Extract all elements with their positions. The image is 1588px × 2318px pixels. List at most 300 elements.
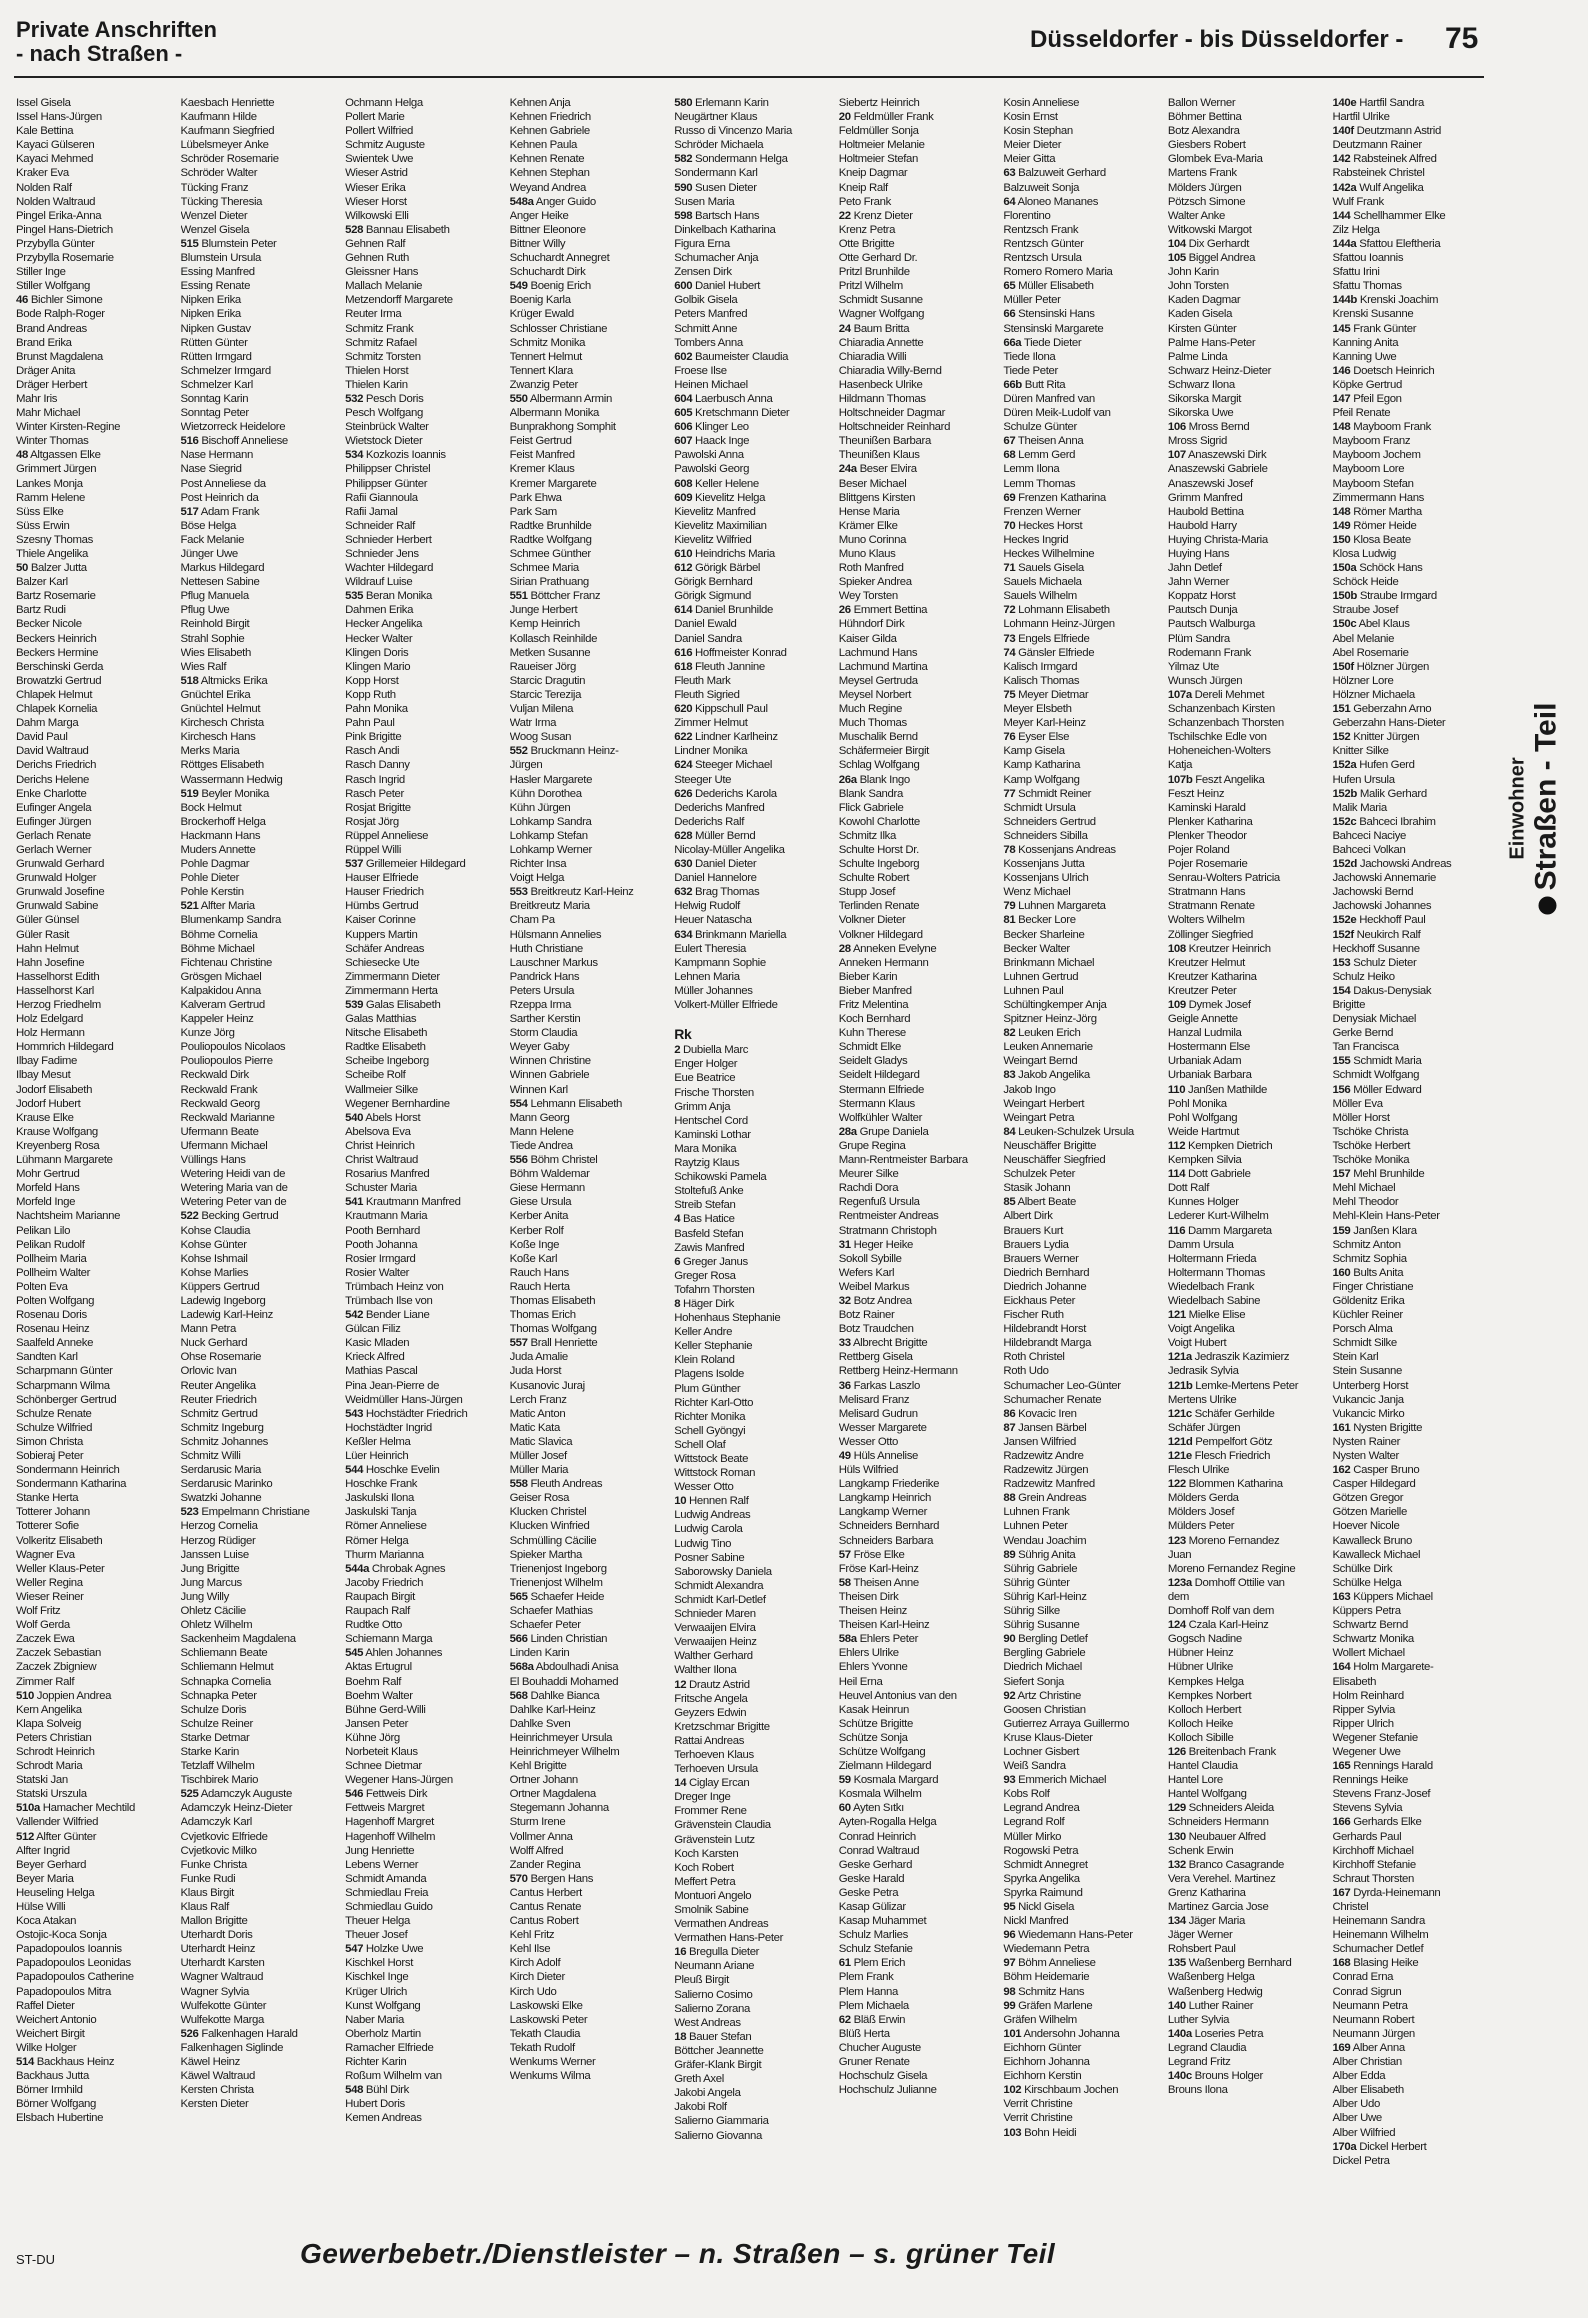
address-entry [1168, 124, 1327, 138]
address-entry [510, 1068, 669, 1082]
resident-name: Cvjetkovic Elfriede [180, 1830, 268, 1843]
resident-name: Schrodt Heinrich [16, 1745, 95, 1758]
resident-name: Alber Elisabeth [1332, 2084, 1404, 2097]
resident-name: Chiaradia Willi [838, 350, 907, 363]
resident-name: Elisabeth [1332, 1675, 1377, 1688]
address-entry [1168, 1209, 1327, 1223]
house-number: 539 [345, 999, 364, 1011]
house-number: 540 [345, 1111, 364, 1124]
resident-name: Roth Manfred [838, 562, 904, 575]
resident-name: Tiede Ilona [1003, 350, 1056, 363]
house-number: 36 [838, 1379, 851, 1392]
address-entry [345, 209, 504, 223]
resident-name: Gutierrez Arraya Guillermo [1003, 1717, 1130, 1730]
resident-name: Stermann Klaus [838, 1097, 915, 1110]
address-entry [16, 801, 175, 815]
address-entry [16, 1830, 175, 1844]
address-entry [674, 998, 833, 1012]
resident-name: Grimm Manfred [1167, 491, 1243, 504]
address-entry [510, 181, 669, 195]
address-entry [839, 152, 998, 166]
address-entry [839, 1562, 998, 1576]
address-entry [1003, 984, 1162, 998]
resident-name: Susen Dieter [695, 181, 757, 194]
resident-name: Essing Renate [180, 280, 251, 293]
address-entry [674, 660, 833, 674]
address-entry [1168, 603, 1327, 617]
house-number: 24 [838, 322, 851, 335]
address-entry [345, 773, 504, 787]
resident-name: Wunsch Jürgen [1167, 674, 1243, 687]
house-number: 109 [1167, 999, 1186, 1011]
house-number: 60 [838, 1802, 851, 1815]
resident-name: Neumann Robert [1332, 2013, 1415, 2026]
address-entry [1003, 533, 1162, 547]
address-entry [510, 801, 669, 815]
address-entry [1003, 209, 1162, 223]
resident-name: Muders Annette [180, 843, 256, 856]
resident-name: Dahmen Erika [345, 604, 414, 617]
house-number: 116 [1167, 1224, 1186, 1237]
resident-name: Rasch Peter [345, 787, 404, 800]
resident-name: Mayboom Stefan [1332, 477, 1414, 490]
resident-name: Bahceci Volkan [1332, 843, 1406, 856]
resident-name: Winnen Karl [509, 1083, 568, 1096]
house-number: 132 [1167, 1858, 1186, 1871]
resident-name: Cvjetkovic Milko [180, 1844, 257, 1857]
resident-name: Pouliopoulos Pierre [180, 1055, 273, 1068]
resident-name: Daniel Brunhilde [695, 604, 773, 617]
resident-name: Klaus Birgit [180, 1886, 234, 1899]
address-entry [16, 181, 175, 195]
resident-name: Müller Elisabeth [1018, 280, 1094, 293]
address-entry [1168, 1773, 1327, 1787]
address-entry [674, 1889, 833, 1903]
resident-name: Heuvel Antonius van den [838, 1689, 957, 1702]
address-entry [1168, 1646, 1327, 1660]
address-entry [1168, 660, 1327, 674]
house-number: 57 [838, 1548, 851, 1561]
resident-name: Götzen Marielle [1332, 1506, 1407, 1519]
address-entry [1332, 1336, 1491, 1350]
resident-name: Kehnen Friedrich [509, 111, 591, 124]
resident-name: Wenkums Wilma [509, 2070, 591, 2083]
resident-name: Siebertz Heinrich [838, 97, 920, 109]
resident-name: Grävenstein Lutz [674, 1833, 755, 1846]
address-entry [674, 1128, 833, 1142]
resident-name: Wagner Wolfgang [838, 308, 925, 321]
address-entry [345, 1224, 504, 1238]
resident-name: Salierno Giammaria [674, 2115, 769, 2128]
resident-name: Mölders Jürgen [1167, 181, 1242, 194]
resident-name: Kolloch Herbert [1167, 1703, 1242, 1716]
address-entry [16, 1252, 175, 1266]
address-entry [1332, 632, 1491, 646]
address-entry [674, 350, 833, 364]
resident-name: Albrecht Brigitte [852, 1337, 928, 1350]
address-entry [1003, 1224, 1162, 1238]
address-entry [1003, 730, 1162, 744]
house-number: 155 [1332, 1055, 1351, 1068]
address-entry [1003, 928, 1162, 942]
resident-name: Krenski Susanne [1332, 308, 1414, 321]
resident-name: Theisen Heinz [838, 1605, 908, 1618]
resident-name: Bichler Simone [30, 294, 103, 307]
address-entry [345, 279, 504, 293]
resident-name: Jedrasik Sylvia [1167, 1365, 1239, 1378]
address-entry [1003, 110, 1162, 124]
address-entry [1003, 1068, 1162, 1082]
resident-name: Reckwald Marianne [180, 1111, 275, 1124]
resident-name: Kossenjans Andreas [1018, 843, 1116, 856]
address-entry [181, 1040, 340, 1054]
address-entry [674, 970, 833, 984]
address-entry [674, 251, 833, 265]
address-entry [1168, 420, 1327, 434]
resident-name: Neumann Ariane [674, 1960, 755, 1973]
resident-name: Chlapek Kornelia [16, 703, 98, 716]
address-entry [839, 237, 998, 251]
resident-name: Krüger Ulrich [345, 1985, 408, 1998]
resident-name: Eue Beatrice [674, 1072, 736, 1085]
address-entry [839, 1646, 998, 1660]
address-entry [674, 1917, 833, 1931]
address-entry [510, 942, 669, 956]
address-entry [510, 702, 669, 716]
address-entry [1003, 801, 1162, 815]
address-entry [181, 1914, 340, 1928]
resident-name: Weiß Sandra [1003, 1760, 1066, 1773]
address-entry [181, 307, 340, 321]
address-entry [345, 152, 504, 166]
resident-name: Koch Bernhard [838, 1013, 911, 1026]
resident-name: Geyzers Edwin [674, 1706, 747, 1719]
resident-name: Aloneo Mananes [1017, 195, 1099, 208]
house-number: 58a [838, 1633, 857, 1646]
address-entry [345, 1209, 504, 1223]
resident-name: Kersten Dieter [180, 2098, 249, 2111]
address-entry [674, 2044, 833, 2058]
house-number: 99 [1003, 1999, 1016, 2012]
resident-name: Alber Edda [1332, 2070, 1386, 2083]
resident-name: Theuer Helga [345, 1915, 410, 1928]
address-entry [510, 1125, 669, 1139]
address-entry [345, 195, 504, 209]
house-number: 121d [1167, 1435, 1193, 1448]
resident-name: Nase Hermann [180, 449, 253, 462]
resident-name: Krenski Joachim [1359, 294, 1439, 307]
resident-name: Huth Christiane [509, 942, 583, 955]
house-number: 73 [1003, 632, 1016, 645]
resident-name: Schulze Doris [180, 1703, 247, 1716]
resident-name: Süss Erwin [16, 519, 70, 532]
resident-name: Anneken Evelyne [852, 942, 937, 955]
address-entry [674, 293, 833, 307]
resident-name: Schulte Robert [838, 872, 910, 885]
resident-name: Wiedelbach Sabine [1167, 1294, 1261, 1307]
address-entry [1168, 2055, 1327, 2069]
resident-name: Schmidt Karl-Detlef [674, 1593, 766, 1606]
side-label [1507, 699, 1564, 919]
house-number: 140a [1167, 2027, 1192, 2040]
address-entry [1332, 392, 1491, 406]
resident-name: Hecker Angelika [345, 618, 423, 631]
resident-name: Kühn Jürgen [509, 801, 571, 814]
resident-name: Kischkel Inge [345, 1971, 409, 1984]
resident-name: Kievelitz Manfred [674, 505, 756, 518]
resident-name: Wolf Fritz [16, 1605, 61, 1618]
resident-name: Geberzahn Hans-Dieter [1332, 717, 1446, 730]
resident-name: Balzuweit Sonja [1003, 181, 1080, 194]
resident-name: Holtermann Thomas [1167, 1266, 1265, 1279]
header-street-range: Düsseldorfer - bis Düsseldorfer - [1030, 26, 1404, 53]
address-entry [1003, 1618, 1162, 1632]
address-entry [16, 1322, 175, 1336]
resident-name: Jakob Ingo [1003, 1083, 1056, 1096]
resident-name: Terhoeven Ursula [674, 1763, 758, 1776]
resident-name: Leuken Erich [1018, 1027, 1081, 1040]
address-entry [345, 293, 504, 307]
resident-name: Weichert Antonio [16, 2013, 97, 2026]
address-entry [345, 1167, 504, 1181]
resident-name: Stratmann Hans [1167, 886, 1246, 899]
address-entry [674, 1283, 833, 1297]
resident-name: Schulz Stefanie [838, 1943, 913, 1956]
house-number: 98 [1003, 1985, 1016, 1998]
address-entry [510, 646, 669, 660]
resident-name: Zimmer Ralf [16, 1675, 75, 1688]
resident-name: Geske Petra [838, 1886, 899, 1899]
resident-name: Hüls Annelise [853, 1450, 919, 1462]
address-entry [16, 448, 175, 462]
house-number: 547 [345, 1943, 364, 1956]
resident-name: Lohmann Heinz-Jürgen [1003, 618, 1115, 631]
address-entry [1168, 1632, 1327, 1646]
resident-name: Eichhorn Kerstin [1003, 2070, 1082, 2083]
address-entry [1168, 1364, 1327, 1378]
resident-name: Stasik Johann [1003, 1182, 1071, 1195]
address-entry [839, 1491, 998, 1505]
address-entry [1168, 970, 1327, 984]
resident-name: Beckers Hermine [16, 646, 99, 659]
resident-name: Cantus Renate [509, 1901, 582, 1913]
address-entry [16, 1519, 175, 1533]
address-entry [181, 293, 340, 307]
resident-name: Kollasch Reinhilde [509, 632, 598, 645]
address-entry [674, 237, 833, 251]
address-entry [674, 195, 833, 209]
address-entry [839, 857, 998, 871]
address-entry [839, 1421, 998, 1435]
address-entry [510, 1280, 669, 1294]
address-entry [1332, 1632, 1491, 1646]
address-entry [510, 1012, 669, 1026]
address-entry [345, 533, 504, 547]
resident-name: Altgassen Elke [30, 449, 101, 462]
resident-name: Lauschner Markus [509, 956, 598, 969]
address-entry [345, 1519, 504, 1533]
resident-name: Hagenhoff Margret [345, 1816, 434, 1829]
resident-name: Brand Andreas [16, 322, 87, 335]
resident-name: Nipken Erika [180, 308, 241, 321]
resident-name: Juda Horst [509, 1365, 562, 1378]
resident-name: Stermann Elfriede [838, 1083, 924, 1096]
address-entry [674, 434, 833, 448]
resident-name: Kaesbach Henriette [180, 97, 275, 109]
resident-name: Schröder Rosemarie [180, 153, 279, 166]
address-entry [1332, 1026, 1491, 1040]
resident-name: Alfter Maria [200, 900, 255, 913]
address-entry [16, 533, 175, 547]
address-entry [181, 1435, 340, 1449]
address-entry [181, 1858, 340, 1872]
address-entry [16, 1985, 175, 1999]
address-entry [16, 1872, 175, 1886]
address-entry [839, 251, 998, 265]
resident-name: Legrand Claudia [1167, 2041, 1247, 2054]
resident-name: Legrand Rolf [1003, 1816, 1065, 1829]
resident-name: Walther Ilona [674, 1664, 737, 1677]
address-entry [1003, 124, 1162, 138]
address-entry [674, 2072, 833, 2086]
address-entry [345, 1195, 504, 1209]
resident-name: Nuck Gerhard [180, 1337, 248, 1350]
house-number: 152d [1332, 858, 1358, 871]
address-entry [839, 702, 998, 716]
house-number: 81 [1003, 914, 1016, 927]
resident-name: Park Ehwa [509, 491, 562, 504]
address-entry [510, 1646, 669, 1660]
address-entry [1332, 350, 1491, 364]
address-entry [674, 1227, 833, 1241]
address-entry [345, 1562, 504, 1576]
resident-name: Ahlen Johannes [365, 1647, 443, 1660]
resident-name: Geske Harald [838, 1872, 905, 1885]
address-entry [1003, 1999, 1162, 2013]
address-entry [16, 1364, 175, 1378]
address-entry [181, 1632, 340, 1646]
address-entry [674, 1931, 833, 1945]
resident-name: Holz Edelgard [16, 1013, 83, 1026]
address-entry [839, 420, 998, 434]
resident-name: Jäger Werner [1167, 1929, 1233, 1942]
house-number: 582 [674, 153, 693, 166]
address-entry [16, 829, 175, 843]
address-entry [1003, 1097, 1162, 1111]
resident-name: Schnieder Maren [674, 1608, 756, 1621]
resident-name: Pingel Erika-Anna [16, 209, 102, 222]
resident-name: Trümbach Heinz von [345, 1280, 444, 1293]
resident-name: Schiesecke Ute [345, 956, 420, 969]
address-entry [1168, 1111, 1327, 1125]
resident-name: Hufen Ursula [1332, 773, 1395, 786]
address-entry [674, 617, 833, 631]
resident-name: Bühl Dirk [365, 2084, 409, 2097]
resident-name: Kehnen Anja [509, 97, 571, 109]
resident-name: Hennen Ralf [689, 1495, 749, 1508]
address-entry [1332, 519, 1491, 533]
address-entry [1168, 1153, 1327, 1167]
house-number: 48 [16, 449, 28, 462]
resident-name: Kühne Jörg [345, 1731, 400, 1744]
house-number: 26a [838, 773, 857, 786]
house-number: 33 [838, 1337, 851, 1350]
address-entry [16, 1703, 175, 1717]
resident-name: Schanzenbach Kirsten [1167, 703, 1275, 716]
address-entry [1168, 942, 1327, 956]
resident-name: Jachowski Johannes [1332, 900, 1432, 913]
house-number: 159 [1332, 1224, 1351, 1237]
resident-name: Schmitz Sophia [1332, 1252, 1407, 1265]
address-entry [1332, 575, 1491, 589]
resident-name: Greger Janus [683, 1255, 748, 1268]
address-entry [674, 1012, 833, 1026]
resident-name: Kaminski Harald [1167, 801, 1246, 814]
address-entry [839, 617, 998, 631]
address-entry [839, 1745, 998, 1759]
address-entry [181, 1689, 340, 1703]
resident-name: Fettweis Dirk [365, 1788, 428, 1801]
resident-name: Wachter Hildegard [345, 562, 434, 575]
address-entry [345, 1590, 504, 1604]
resident-name: Giese Hermann [509, 1182, 585, 1195]
resident-name: Pingel Hans-Dietrich [16, 223, 113, 236]
address-entry [839, 195, 998, 209]
address-entry [181, 166, 340, 180]
resident-name: Emmert Bettina [853, 604, 928, 617]
address-entry [1003, 1548, 1162, 1562]
address-entry [510, 1548, 669, 1562]
address-entry [1168, 293, 1327, 307]
address-entry [1332, 928, 1491, 942]
resident-name: Diedrich Bernhard [1003, 1266, 1090, 1279]
address-entry [1168, 1759, 1327, 1773]
address-entry [1003, 1463, 1162, 1477]
resident-name: Feist Manfred [509, 449, 575, 462]
resident-name: Schrodt Maria [16, 1760, 83, 1773]
address-entry [839, 1618, 998, 1632]
resident-name: Dakus-Denysiak [1353, 984, 1432, 997]
address-entry [1003, 1266, 1162, 1280]
address-entry [510, 603, 669, 617]
address-entry [510, 2027, 669, 2041]
address-entry [674, 1678, 833, 1692]
address-entry [345, 322, 504, 336]
address-entry [674, 1776, 833, 1790]
resident-name: Pelikan Lilo [16, 1224, 71, 1237]
resident-name: Plem Erich [853, 1957, 906, 1970]
resident-name: Grunwald Holger [16, 872, 97, 885]
resident-name: Pawolski Georg [674, 463, 750, 476]
address-entry [16, 1266, 175, 1280]
address-entry [345, 1604, 504, 1618]
resident-name: Laerbusch Anna [695, 392, 773, 405]
resident-name: Schulze Wilfried [16, 1421, 93, 1434]
address-entry [345, 575, 504, 589]
address-entry [1332, 815, 1491, 829]
address-entry [674, 589, 833, 603]
resident-name: Laskowski Elke [509, 1999, 583, 2012]
house-number: 84 [1003, 1125, 1016, 1138]
address-entry [1003, 448, 1162, 462]
resident-name: Pflug Manuela [180, 590, 249, 603]
address-entry [345, 1477, 504, 1491]
resident-name: Kunze Jörg [180, 1027, 235, 1040]
resident-name: Nipken Erika [180, 294, 241, 307]
address-entry [1332, 646, 1491, 660]
resident-name: John Karin [1167, 266, 1219, 279]
resident-name: Janßen Klara [1353, 1224, 1417, 1237]
